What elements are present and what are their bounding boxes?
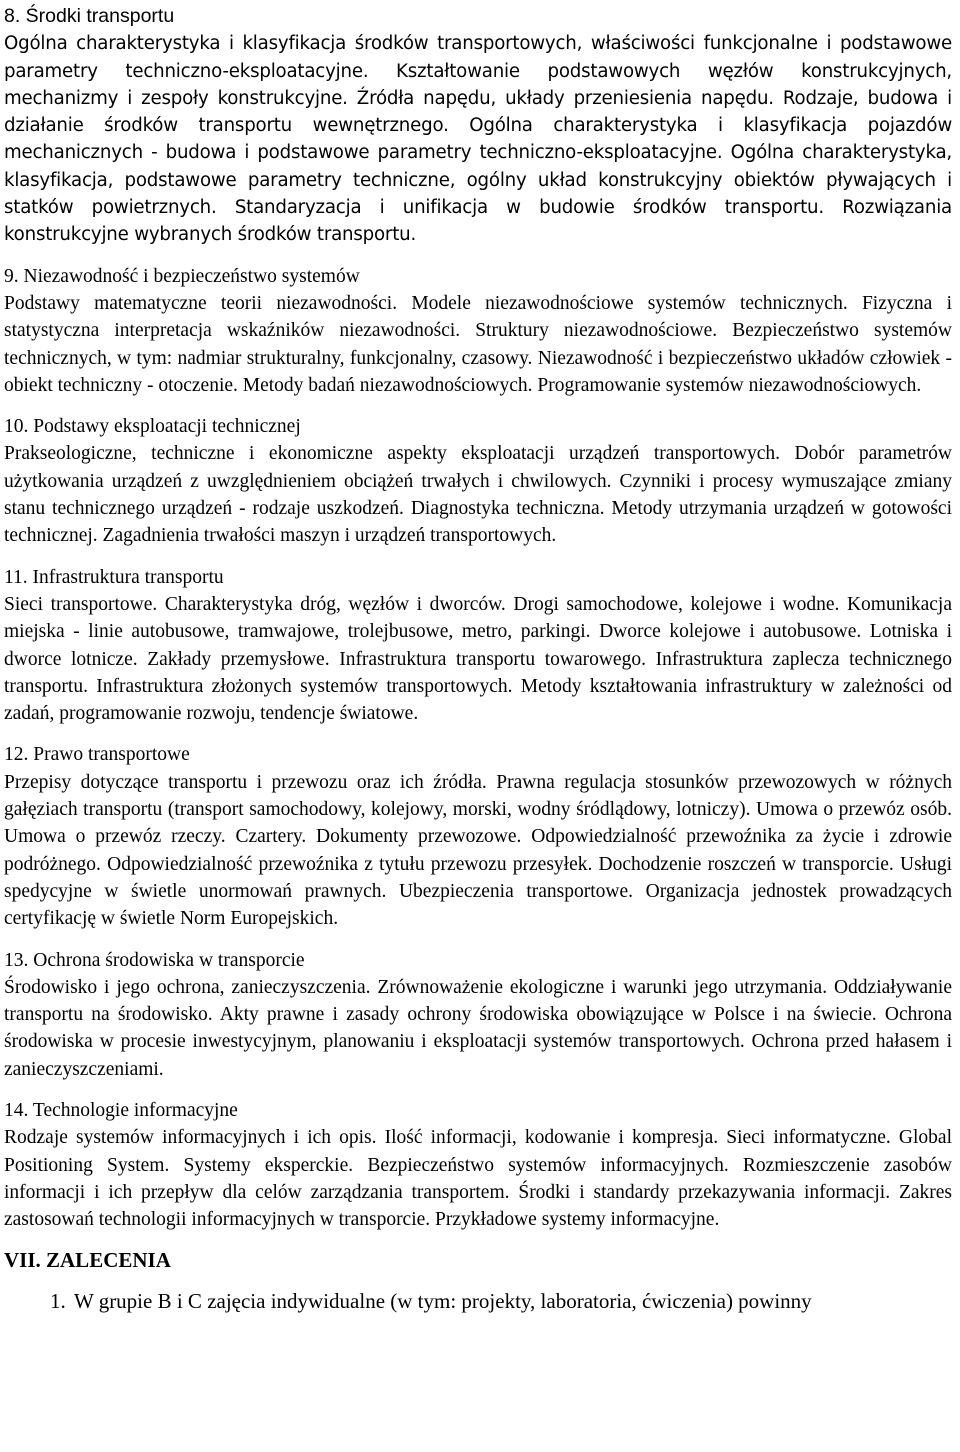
list-item-text: W grupie B i C zajęcia indywidualne (w tym: projekty, laboratoria, ćwiczenia) powinny: [74, 1289, 812, 1314]
section-heading: 12. Prawo transportowe: [4, 744, 190, 766]
section-text: Rodzaje systemów informacyjnych i ich opis. Ilość informacji, kodowanie i kompresja. Sieci informatyczne. Global Positioning System. Systemy eksperckie. Bezpieczeństwo systemów informacyjnych. Rozmieszczenie zasobów informacji i ich przepływ dla celów zarządzania transportem. Środki i standardy przekazywania informacji. Zakres zastosowań technologii informacyjnych w transporcie. Przykładowe systemy informacyjne.: [4, 1127, 952, 1231]
section-text: Ogólna charakterystyka i klasyfikacja środków transportowych, właściwości funkcjonalne i podstawowe parametry techniczno-eksploatacyjne. Kształtowanie podstawowych węzłów konstrukcyjnych, mechanizmy i zespoły konstrukcyjne. Źródła napędu, układy przeniesienia napędu. Rodzaje, budowa i działanie środków transportu wewnętrznego. Ogólna charakterystyka i klasyfikacja pojazdów mechanicznych - budowa i podstawowe parametry techniczno-eksploatacyjne. Ogólna charakterystyka, klasyfikacja, podstawowe parametry techniczne, ogólny układ konstrukcyjny obiektów pływających i statków powietrznych. Standaryzacja i unifikacja w budowie środków transportu. Rozwiązania konstrukcyjne wybranych środków transportu.: [4, 33, 952, 246]
section-11: [4, 564, 952, 728]
section-9: [4, 263, 952, 399]
section-text: Podstawy matematyczne teorii niezawodności. Modele niezawodnościowe systemów technicznych. Fizyczna i statystyczna interpretacja wskaźników niezawodności. Struktury niezawodnościowe. Bezpieczeństwo systemów technicznych, w tym: nadmiar strukturalny, funkcjonalny, czasowy. Niezawodność i bezpieczeństwo układów człowiek - obiekt techniczny - otoczenie. Metody badań niezawodnościowych. Programowanie systemów niezawodnościowych.: [4, 292, 952, 396]
list-item-number: 1.: [50, 1289, 66, 1314]
section-text: Sieci transportowe. Charakterystyka dróg, węzłów i dworców. Drogi samochodowe, kolejowe i wodne. Komunikacja miejska - linie autobusowe, tramwajowe, trolejbusowe, metro, parkingi. Dworce kolejowe i autobusowe. Lotniska i dworce lotnicze. Zakłady przemysłowe. Infrastruktura transportu towarowego. Infrastruktura zaplecza technicznego transportu. Infrastruktura złożonych systemów transportowych. Metody kształtowania infrastruktury w zależności od zadań, programowanie rozwoju, tendencje światowe.: [4, 593, 952, 725]
recommendations-list: [4, 1287, 952, 1315]
section-14: [4, 1097, 952, 1233]
section-heading: 11. Infrastruktura transportu: [4, 566, 224, 588]
document-page: [4, 3, 952, 1315]
section-heading: 8. Środki transportu: [4, 5, 175, 27]
section-8: [4, 3, 952, 249]
section-heading: 9. Niezawodność i bezpieczeństwo systemów: [4, 265, 360, 287]
section-10: [4, 413, 952, 549]
section-heading: 14. Technologie informacyjne: [4, 1099, 238, 1121]
section-heading: 13. Ochrona środowiska w transporcie: [4, 949, 305, 971]
section-heading: 10. Podstawy eksploatacji technicznej: [4, 416, 301, 438]
section-text: Przepisy dotyczące transportu i przewozu oraz ich źródła. Prawna regulacja stosunków przewozowych w różnych gałęziach transportu (transport samochodowy, kolejowy, morski, wodny śródlądowy, lotniczy). Umowa o przewóz osób. Umowa o przewóz rzeczy. Czartery. Dokumenty przewozowe. Odpowiedzialność przewoźnika za życie i zdrowie podróżnego. Odpowiedzialność przewoźnika z tytułu przewozu przesyłek. Dochodzenie roszczeń w transporcie. Usługi spedycyjne w świetle unormowań prawnych. Ubezpieczenia transportowe. Organizacja jednostek prowadzących certyfikację w świetle Norm Europejskich.: [4, 771, 952, 930]
section-text: Prakseologiczne, techniczne i ekonomiczne aspekty eksploatacji urządzeń transportowych. Dobór parametrów użytkowania urządzeń z uwzględnieniem obciążeń trwałych i chwilowych. Czynniki i procesy wymuszające zmiany stanu technicznego urządzeń - rodzaje uszkodzeń. Diagnostyka techniczna. Metody utrzymania urządzeń w gotowości technicznej. Zagadnienia trwałości maszyn i urządzeń transportowych.: [4, 443, 952, 547]
section-12: [4, 741, 952, 932]
list-item: [4, 1287, 952, 1315]
recommendations-heading: VII. ZALECENIA: [4, 1248, 171, 1273]
section-13: [4, 947, 952, 1083]
section-text: Środowisko i jego ochrona, zanieczyszczenia. Zrównoważenie ekologiczne i warunki jego utrzymania. Oddziaływanie transportu na środowisko. Akty prawne i zasady ochrony środowiska obowiązujące w Polsce i na świecie. Ochrona środowiska w procesie inwestycyjnym, planowaniu i eksploatacji systemów transportowych. Ochrona przed hałasem i zanieczyszczeniami.: [4, 976, 952, 1080]
